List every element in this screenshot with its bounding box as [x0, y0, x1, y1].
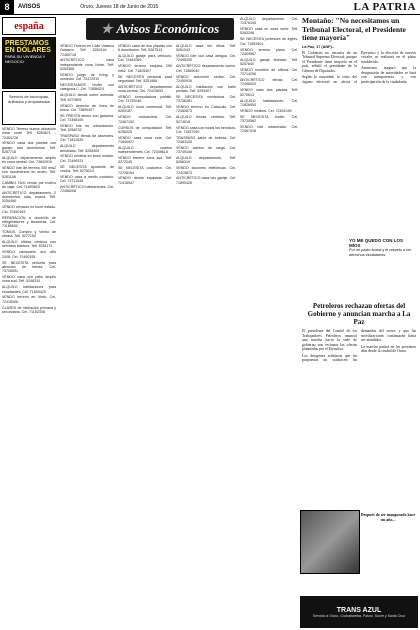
classified-ad: ALQUILO tienda céntrica. Telf. 5274518 [176, 115, 236, 124]
classifieds-list-5 [240, 17, 298, 630]
classified-ad: ALQUILO garaje techado. Telf. 5257840 [240, 57, 298, 67]
section-title: AVISOS [18, 4, 41, 10]
page-number: 8 [0, 0, 14, 14]
classified-ad: VENDO minibús. Cel. 72451039 [240, 108, 292, 113]
classified-ad: VENDO vehículo en buen estado. Cel. 72450183 [2, 205, 56, 214]
classified-ad: VENDO derecho de línea de micro. Cel. 73850427 [60, 103, 114, 112]
bus-company-ad-sub: Servicio a Oruro, Cochabamba, Potosí, Sucre y Santa Cruz [312, 613, 406, 618]
classifieds-banner [86, 18, 234, 40]
classified-ad: SE NECESITA señorita para atención de tienda. Cel. 73726591 [2, 260, 56, 274]
classified-ad: ALQUILO departamento. Telf. 5266319 [176, 156, 236, 165]
sidebar-box [349, 238, 415, 257]
classified-ad: ALQUILO casa sin niños. Telf. 5261043 [176, 44, 236, 53]
classified-ad: VENDO acciones telefónicas. Cel. 72415873 [176, 166, 236, 175]
article-paragraph: Asimismo, aseguró que la designación de autoridades se hará con transparencia y con participación de la ciudadanía. [361, 66, 416, 84]
classifieds-list-1 [2, 127, 56, 314]
classified-ad: ALQUILO departamento amoblado. Telf. 5255409 [60, 144, 114, 153]
classified-ad: VENDO casa con todos los servicios. Cel. 71837290 [176, 125, 236, 134]
classified-ad: ANTICRÉTICO habitaciones. Cel. 72456208 [60, 185, 114, 194]
classified-ad: SE NECESITA ayudante de cocina. Telf. 5278214 [60, 164, 114, 173]
news-photo [300, 510, 360, 574]
loan-ad [2, 37, 56, 89]
classified-ad: VENDO camión de carga. Cel. 73749108 [176, 145, 236, 155]
classified-ad: VENDO camioneta 4x4 año 2008. Cel. 72490155 [2, 250, 56, 259]
classified-ad: ALQUILO oficina céntrica con servicios básicos. Telf. 5251172 [2, 240, 56, 249]
bus-company-ad-title: TRANS AZUL [336, 606, 382, 614]
classified-ad: VENDO terreno esquina 250 mts2. Cel. 71825407 [118, 64, 172, 73]
classified-ad: ALQUILO habitación con baño privado. Telf. 5259407 [176, 84, 236, 94]
classifieds-banner-title: Avisos Económicos [116, 21, 220, 36]
classified-ad: ANTICRÉTICO departamento zona central. Cel. 72419833 [118, 84, 172, 94]
classified-ad: VENDO Terreno en Calle Velasco Galvarro Telf. 5262144 - 72460718 [60, 44, 114, 57]
classified-ad: VENDO computadora portátil. Cel. 73752046 [118, 94, 172, 104]
classified-ad: SE NECESITA vendedora. Cel. 73706281 [176, 94, 236, 104]
classified-ad: VENDO casa zona este. Cel. 71840927 [118, 135, 172, 144]
classified-ad: ANTICRÉTICO departamento 2 dormitorios, sala, cocina. Telf. 5254490 [2, 190, 56, 204]
sidebar-box-title: YO ME QUEDO CON LOS MÍOS [349, 238, 404, 248]
classified-ad: ANTICRÉTICO casa con garaje. Cel. 71890426 [176, 176, 236, 185]
classified-ad: VENDO juego de living y comedor. Cel. 72472910 [60, 72, 114, 82]
second-article-title: Petroleros rechazan ofertas del Gobierno y anuncian marcha a La Paz [307, 302, 411, 326]
classified-ad: TOMOS, Compro y Vendo de oficina. Telf. 5277154 [2, 229, 56, 239]
classified-ad: ANTICRÉTICO departamento nuevo. Cel. 71869042 [176, 64, 236, 73]
classified-ad: CLASES de nivelación primaria y secundaria. Cel. 71152308 [2, 305, 56, 314]
newspaper-brand: LA PATRIA [353, 1, 416, 13]
classified-ad: ALQUILO habitaciones. Cel. 71826954 [240, 98, 298, 107]
second-article [302, 302, 416, 544]
article-paragraph: El Gobierno no necesita de un Tribunal Supremo Electoral, porque el Presidente tiene mayoría en el país, señaló el presidente de la Cámara de Diputados. [302, 50, 357, 73]
classified-ad: CAMBIO TAXI vendo por motivo de viaje. Cel. 71853624 [2, 180, 56, 189]
classified-ad: VENDO motocicleta. Cel. 72467152 [118, 115, 172, 124]
classified-ad: VENDO automóvil sedán. Cel. 72450916 [176, 74, 236, 83]
classifieds-list-4 [176, 44, 236, 630]
classified-ad: ALQUILO cuartos independientes. Cel. 72439618 [118, 145, 172, 155]
classified-ad: TRASPASO salón de belleza. Cel. 72463105 [176, 135, 236, 144]
classified-ad: VENDO minibús en buen estado. Cel. 72496331 [60, 154, 114, 163]
classified-ad: VENDO lote con casa antigua. Cel. 72495320 [176, 54, 236, 63]
classified-ad: SE PRESTA dinero con garantía. Cel. 72458190 [60, 113, 114, 123]
loan-ad-title: PRESTAMOS EN DÓLARES [5, 40, 51, 54]
classified-ad: ALQUILO local comercial. Telf. 5264187 [118, 105, 172, 114]
service-ad: Servicio de fotocopias, anillados y empastados [2, 91, 56, 125]
classified-ad: VENDO casa con patio amplio zona sud. Telf. 5246310 [2, 275, 56, 284]
article-paragraph: Los dirigentes señalaron que las propuestas no satisfacen las demandas del sector y que las movilizaciones continuarán hasta ser atendidos. [302, 329, 416, 362]
classifieds-list-2 [60, 44, 114, 630]
classified-ad: VENDO casa dos plantas. Telf. 5270613 [240, 88, 298, 97]
ads-column [2, 17, 56, 630]
dateline: Oruro, Jueves 18 de Junio de 2015 [80, 4, 159, 10]
classified-ad: VENDO terreno en Caracollo. Cel. 72482673 [176, 105, 236, 114]
classified-ad: VENDO casa de dos plantas con 5 dormitorios. Telf. 5267513 [118, 44, 172, 53]
main-article [302, 17, 416, 201]
classified-ad: REPARACIÓN a domicilio de refrigeradores y lavadoras. Cel. 71185632 [2, 215, 56, 229]
article-paragraph: La marcha partirá en los próximos días desde la ciudad de Oruro. [361, 344, 416, 353]
main-article-body [302, 51, 416, 201]
loan-ad-sub: PARA SU VIVIENDA Y NEGOCIO [5, 54, 46, 64]
classified-ad: VENDO terreno zona sud. Telf. 5272045 [118, 156, 172, 165]
main-article-title: Montaño: "No necesitamos un Tribunal Electoral, el Presidente tiene mayoría" [302, 16, 406, 42]
sidebar-box-text: Por un pacto social y el respeto a los derechos ciudadanos. [349, 248, 412, 257]
espana-ad: españa [2, 17, 56, 35]
classified-ad: ALQUILO tienda sobre avenida. Telf. 5270891 [60, 93, 114, 102]
classified-ad: NECESITAMOS chofer con categoría C. Cel. 71856024 [60, 83, 114, 92]
classified-ad: VENDO terreno plano. Cel. 72409567 [240, 47, 298, 56]
classified-ad: ALQUILO departamento amplio en zona central. Cel. 73842910 [2, 155, 56, 165]
classified-ad: SE NECESITA chofer. Cel. 73730582 [240, 114, 298, 123]
article-paragraph: Según la autoridad, la crisis del órgano electoral no afecta al Ejecutivo y la elección de nuevos vocales se realizará en el plazo establecido. [302, 50, 416, 84]
classified-ad: VENDO lote urbanizado. Cel. 72467418 [240, 124, 298, 134]
classified-ad: ALQUILO habitaciones para estudiantes. Cel. 71839425 [2, 285, 56, 294]
classified-ad: SE NECESITA costurera. Cel. 73728154 [118, 166, 172, 175]
classified-ad: VENDO lote de terreno 300 mts2 con documentos en orden. Telf. 5261148 [2, 166, 56, 179]
article-paragraph: El presidente del Comité de los Trabajadores Petroleros anunció una marcha hacia la sede de gobierno tras rechazar las ofertas planteadas por el Ejecutivo. [302, 329, 357, 351]
classified-ad: TRASPASO tienda de abarrotes. Cel. 71812635 [60, 134, 114, 143]
classified-ad: ALQUILO departamento. Cel. 72476105 [240, 17, 298, 26]
classified-ad: ALQUILO garaje para vehículo. Cel. 72481069 [118, 54, 172, 63]
classifieds-list-3 [118, 44, 172, 630]
classified-ad: ANTICRÉTICO tienda. Cel. 72498320 [240, 78, 298, 87]
classified-ad: VENDO tienda equipada. Cel. 72418547 [118, 176, 172, 185]
classified-ad: SE NECESITA profesora de inglés. Cel. 71853401 [240, 37, 298, 46]
page-header [0, 0, 420, 15]
bus-company-ad [300, 596, 418, 628]
photo-caption: Después de ser inaugurado hace un año... [360, 512, 416, 522]
classified-ad: VENDO terreno en Vinto. Cel. 72418306 [2, 295, 56, 304]
classified-ad: VENDO muebles de oficina. Cel. 73714296 [240, 67, 298, 77]
classified-ad: VENDO lote en urbanización. Telf. 5268732 [60, 123, 114, 133]
classified-ad: VENDO casa en zona norte. Telf. 5263298 [240, 27, 298, 36]
classified-ad: ANTICRÉTICO casa independiente zona Norte. Telf. 5253368 [60, 58, 114, 72]
classified-ad: SE NECESITA personal para seguridad. Telf. 5251966 [118, 74, 172, 83]
star-icon: ★ [100, 21, 113, 36]
classified-ad: VENDO casa dos plantas con garaje, tres dormitorios. Telf. 5257718 [2, 141, 56, 155]
classified-ad: VENDO casa a medio construir. Cel. 73711548 [60, 174, 114, 184]
classified-ad: VENDO Terreno buena ubicación zona norte Telf. 5284671 - 72463728 [2, 127, 56, 140]
main-article-byline: La Paz, 17 (ANF).- [302, 44, 335, 49]
classified-ad: CURSOS de computación. Telf. 5258320 [118, 125, 172, 134]
